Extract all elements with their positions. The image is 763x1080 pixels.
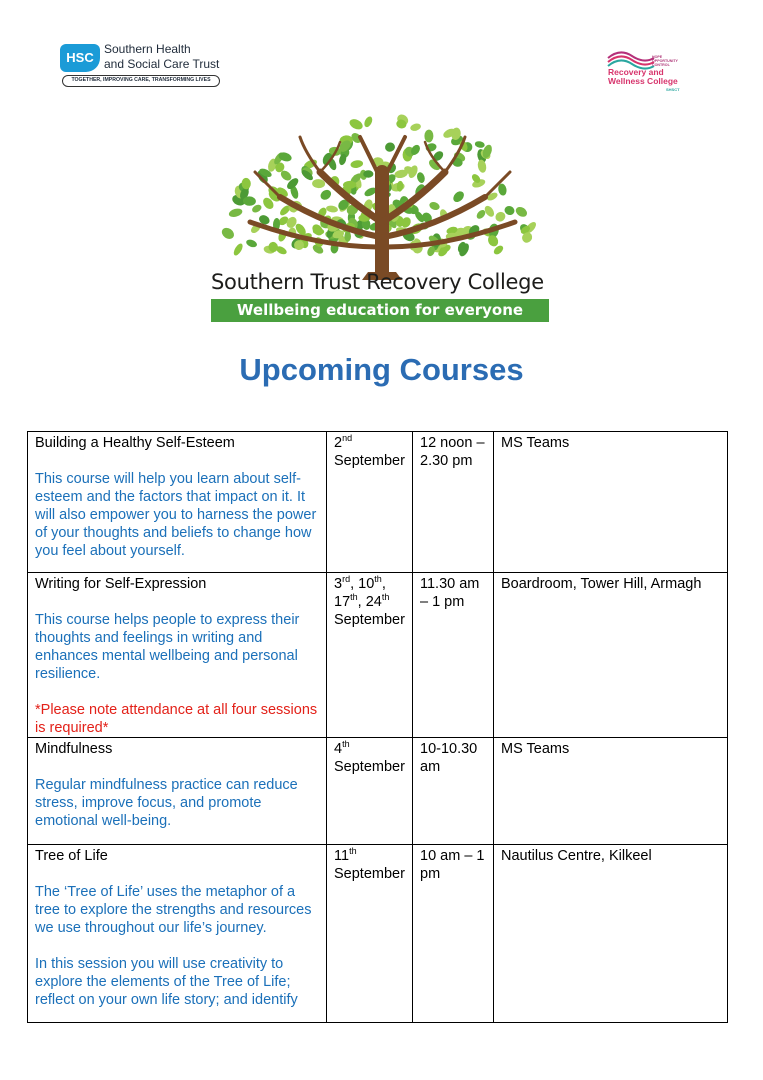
date-cell bbox=[327, 432, 413, 573]
course-date bbox=[334, 434, 405, 452]
time-cell bbox=[413, 573, 494, 738]
date-day: 24 bbox=[365, 594, 382, 610]
date-day: 4 bbox=[334, 741, 343, 757]
course-venue: Nautilus Centre, Kilkeel bbox=[501, 848, 652, 864]
rw-values: HOPE OPPORTUNITY CONTROL bbox=[652, 55, 678, 67]
date-ordinal: rd bbox=[342, 574, 351, 584]
table-row bbox=[28, 738, 728, 845]
course-description: Regular mindfulness practice can reduce stress, improve focus, and promote emotional well-being. bbox=[35, 777, 298, 829]
course-description-2: In this session you will use creativity to explore the elements of the Tree of Life; reflect on your own life story; and identify bbox=[35, 956, 298, 1008]
rw-college-name: Recovery and Wellness College bbox=[608, 67, 678, 86]
leaf-icon bbox=[312, 179, 325, 188]
date-ordinal: nd bbox=[342, 433, 353, 443]
venue-cell bbox=[494, 573, 728, 738]
time-cell bbox=[413, 845, 494, 1023]
course-cell bbox=[28, 845, 327, 1023]
course-date-month: September bbox=[334, 453, 405, 469]
leaf-icon bbox=[232, 242, 244, 257]
course-description: The ‘Tree of Life’ uses the metaphor of a tree to explore the strengths and resources we use throughout our life’s journey. bbox=[35, 884, 312, 936]
course-title: Writing for Self-Expression bbox=[35, 576, 207, 592]
date-cell bbox=[327, 573, 413, 738]
course-cell bbox=[28, 573, 327, 738]
course-time: 10 am – 1 pm bbox=[420, 848, 485, 882]
table-row bbox=[28, 573, 728, 738]
college-name: Southern Trust Recovery College bbox=[211, 270, 544, 294]
leaf-icon bbox=[428, 201, 441, 212]
leaf-icon bbox=[344, 231, 351, 242]
leaf-icon bbox=[474, 140, 485, 148]
date-ordinal: th bbox=[381, 592, 390, 602]
tree-icon bbox=[210, 112, 555, 327]
leaf-icon bbox=[514, 205, 529, 219]
hsc-badge-icon: HSC bbox=[60, 44, 100, 72]
leaf-icon bbox=[228, 207, 243, 218]
course-venue: MS Teams bbox=[501, 741, 570, 757]
course-cell-content bbox=[35, 847, 319, 1021]
leaf-icon bbox=[503, 205, 516, 217]
table-row bbox=[28, 845, 728, 1023]
leaf-icon bbox=[350, 159, 364, 168]
course-date-month: September bbox=[334, 612, 405, 628]
date-ordinal: th bbox=[342, 739, 350, 749]
time-cell bbox=[413, 738, 494, 845]
hsc-trust-name: Southern Health and Social Care Trust bbox=[104, 42, 220, 71]
date-cell bbox=[327, 845, 413, 1023]
courses-table bbox=[27, 431, 728, 1023]
course-description: This course helps people to express their thoughts and feelings in writing and enhances mental wellbeing and personal resilience. bbox=[35, 612, 300, 682]
course-venue: Boardroom, Tower Hill, Armagh bbox=[501, 576, 702, 592]
hsc-logo bbox=[60, 42, 222, 90]
leaf-icon bbox=[363, 115, 374, 128]
course-title: Building a Healthy Self-Esteem bbox=[35, 435, 235, 451]
table-row bbox=[28, 432, 728, 573]
course-title: Tree of Life bbox=[35, 848, 108, 864]
college-banner: Wellbeing education for everyone bbox=[211, 299, 549, 322]
leaf-icon bbox=[319, 188, 333, 202]
recovery-wellness-logo bbox=[606, 46, 696, 98]
time-cell bbox=[413, 432, 494, 573]
date-day: 3 bbox=[334, 576, 343, 592]
course-time: 10-10.30 am bbox=[420, 741, 478, 775]
leaf-icon bbox=[348, 117, 365, 131]
course-date-month: September bbox=[334, 759, 405, 775]
date-day: 11 bbox=[334, 848, 350, 864]
leaf-icon bbox=[326, 205, 339, 213]
date-cell bbox=[327, 738, 413, 845]
course-date bbox=[334, 847, 405, 865]
course-date bbox=[334, 740, 405, 758]
course-description: This course will help you learn about self-esteem and the factors that impact on it. It will also empower you to harness the power of your thoughts and beliefs to change how you feel about yourself. bbox=[35, 471, 317, 559]
leaf-icon bbox=[424, 130, 433, 143]
date-ordinal: th bbox=[350, 592, 358, 602]
leaf-icon bbox=[416, 171, 426, 184]
course-title: Mindfulness bbox=[35, 741, 113, 757]
venue-cell bbox=[494, 845, 728, 1023]
date-ordinal: th bbox=[374, 574, 382, 584]
leaf-icon bbox=[220, 226, 236, 242]
course-time: 12 noon – 2.30 pm bbox=[420, 435, 485, 469]
date-day: 17 bbox=[334, 594, 351, 610]
venue-cell bbox=[494, 432, 728, 573]
leaf-icon bbox=[245, 238, 258, 248]
course-date-month: September bbox=[334, 866, 405, 882]
page-title: Upcoming Courses bbox=[239, 352, 524, 387]
course-cell bbox=[28, 738, 327, 845]
leaf-icon bbox=[384, 141, 396, 153]
course-cell bbox=[28, 432, 327, 573]
leaf-icon bbox=[477, 159, 488, 174]
date-day: 2 bbox=[334, 435, 343, 451]
leaf-icon bbox=[409, 122, 421, 132]
venue-cell bbox=[494, 738, 728, 845]
hsc-tagline: TOGETHER, IMPROVING CARE, TRANSFORMING LIVES bbox=[62, 75, 220, 87]
rw-org: SHSCT bbox=[666, 87, 680, 92]
course-time: 11.30 am – 1 pm bbox=[420, 576, 480, 610]
course-venue: MS Teams bbox=[501, 435, 570, 451]
date-ordinal: th bbox=[349, 846, 357, 856]
course-note: *Please note attendance at all four sessions is required* bbox=[35, 702, 318, 736]
leaf-icon bbox=[451, 189, 466, 204]
course-date: 3rd, 10th, 17th, 24th bbox=[334, 574, 390, 610]
date-day: 10 bbox=[358, 576, 375, 592]
